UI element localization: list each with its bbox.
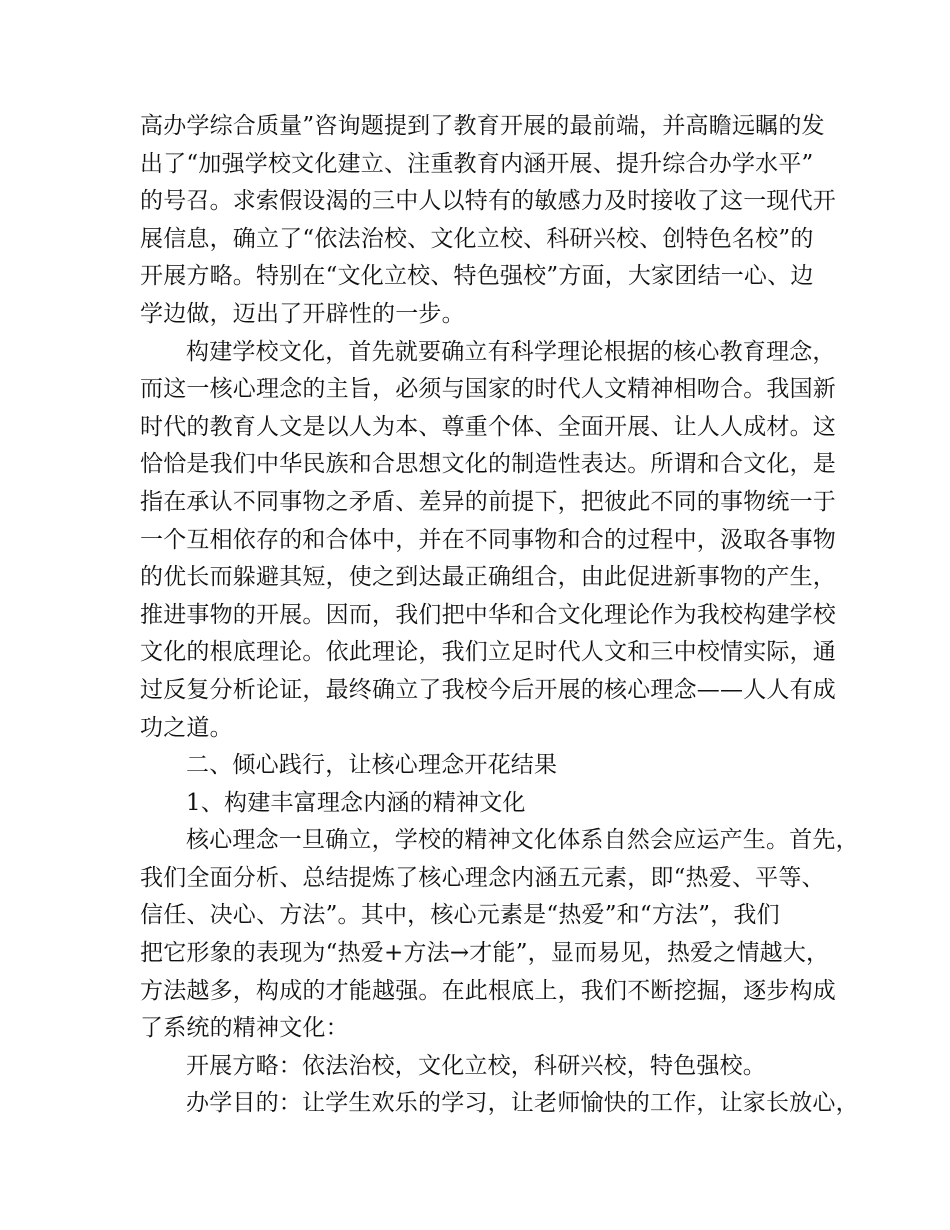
text-line: 一个互相依存的和合体中，并在不同事物和合的过程中，汲取各事物 [140,526,836,553]
text-line: 办学目的：让学生欢乐的学习，让老师愉快的工作，让家长放心， [186,1090,859,1117]
text-line: 出了“加强学校文化建立、注重教育内涵开展、提升综合办学水平” [140,150,814,177]
text-line: 而这一核心理念的主旨，必须与国家的时代人文精神相吻合。我国新 [140,376,836,403]
text-line: 我们全面分析、总结提炼了核心理念内涵五元素，即“热爱、平等、 [140,864,825,891]
text-line: 过反复分析论证，最终确立了我校今后开展的核心理念——人人有成 [140,676,836,703]
text-line: 开展方略。特别在“文化立校、特色强校”方面，大家团结一心、边 [140,263,814,290]
text-line: 信任、决心、方法”。其中，核心元素是“热爱”和“方法”，我们 [140,902,780,929]
text-line: 高办学综合质量”咨询题提到了教育开展的最前端，并高瞻远瞩的发 [140,113,825,139]
document-body [140,108,859,1123]
text-line: 学边做，迈出了开辟性的一步。 [140,300,465,327]
text-line: 时代的教育人文是以人为本、尊重个体、全面开展、让人人成材。这 [140,413,836,440]
text-line: 开展方略：依法治校，文化立校，科研兴校，特色强校。 [186,1052,766,1079]
text-line: 方法越多，构成的才能越强。在此根底上，我们不断挖掘，逐步构成 [140,977,836,1004]
text-line: 把它形象的表现为“热爱+方法→才能”，显而易见，热爱之情越大， [140,940,830,967]
text-line: 了系统的精神文化： [140,1015,349,1042]
text-line: 指在承认不同事物之矛盾、差异的前提下，把彼此不同的事物统一于 [140,488,836,515]
text-line: 功之道。 [140,714,233,741]
text-line: 推进事物的开展。因而，我们把中华和合文化理论作为我校构建学校 [140,601,836,628]
text-line: 的号召。求索假设渴的三中人以特有的敏感力及时接收了这一现代开 [140,188,836,215]
text-line: 的优长而躲避其短，使之到达最正确组合，由此促进新事物的产生， [140,564,836,591]
text-line: 二、倾心践行，让核心理念开花结果 [186,752,558,779]
text-line: 核心理念一旦确立，学校的精神文化体系自然会应运产生。首先， [186,827,859,854]
text-line: 文化的根底理论。依此理论，我们立足时代人文和三中校情实际，通 [140,639,836,666]
text-line: 1、构建丰富理念内涵的精神文化 [186,789,526,816]
text-line: 恰恰是我们中华民族和合思想文化的制造性表达。所谓和合文化，是 [140,451,836,478]
text-line: 构建学校文化，首先就要确立有科学理论根据的核心教育理念， [186,338,836,365]
text-line: 展信息，确立了“依法治校、文化立校、科研兴校、创特色名校”的 [140,225,814,252]
